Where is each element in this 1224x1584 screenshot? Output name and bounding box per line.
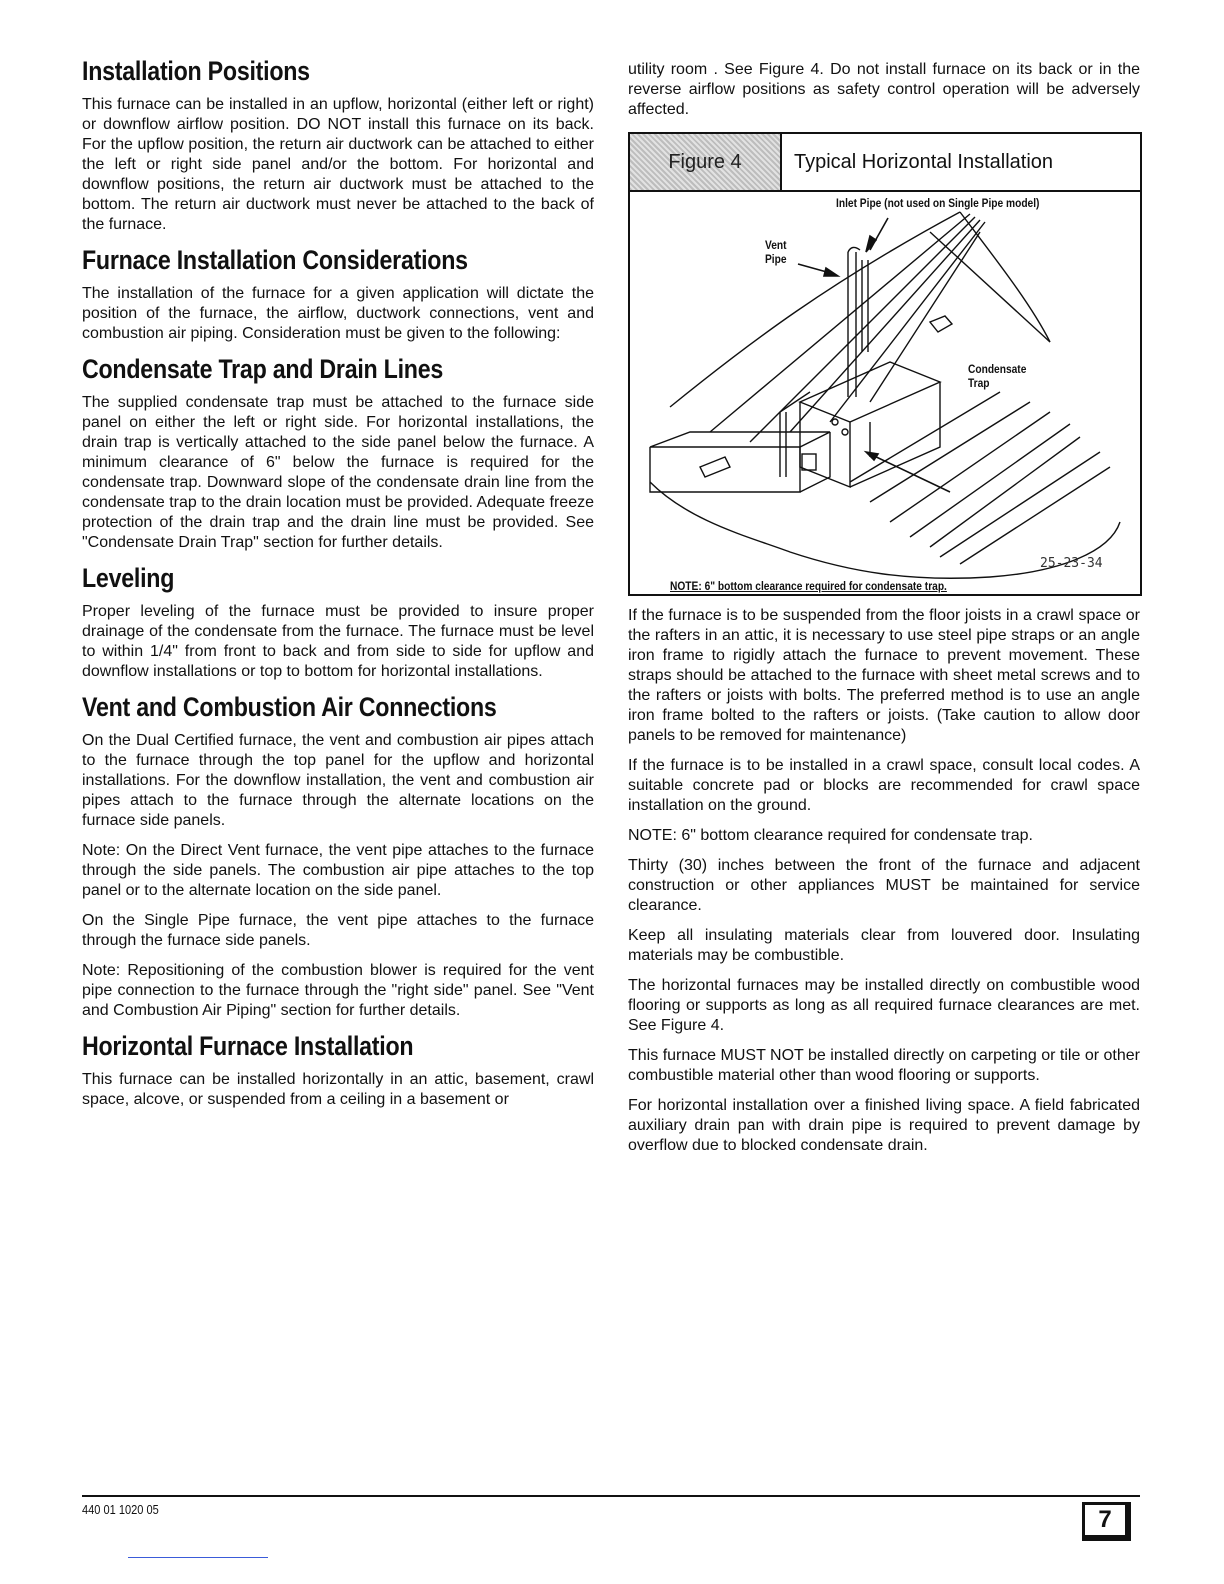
section-vent-combustion-air	[82, 692, 594, 1021]
right-paragraph: Keep all insulating materials clear from louvered door. Insulating materials may be combustible.	[628, 927, 1140, 964]
link-underline	[128, 1557, 268, 1558]
section-paragraph: The installation of the furnace for a given application will dictate the position of the furnace, the airflow, ductwork connections, vent and combustion air piping. Consideration must be given to the following:	[82, 285, 594, 342]
section-condensate-trap	[82, 354, 594, 553]
right-paragraph: If the furnace is to be suspended from the floor joists in a crawl space or the rafters in an attic, it is necessary to use steel pipe straps or an angle iron frame to rigidly attach the furnace to prevent movement. These straps should be attached to the furnace with sheet metal screws and to the rafters or joists with bolts. The preferred method is to use an angle iron frame bolted to the rafters or joists. (Take caution to allow door panels to be removed for maintenance)	[628, 607, 1140, 744]
vent-pipe-label-line2: Pipe	[765, 252, 787, 266]
section-furnace-installation-considerations	[82, 245, 594, 344]
right-paragraph: This furnace MUST NOT be installed directly on carpeting or tile or other combustible material other than wood flooring or supports.	[628, 1047, 1140, 1084]
condensate-trap-label-line1: Condensate	[968, 362, 1027, 376]
right-paragraph: Thirty (30) inches between the front of the furnace and adjacent construction or other appliances MUST be maintained for service clearance.	[628, 857, 1140, 914]
right-paragraph: If the furnace is to be installed in a crawl space, consult local codes. A suitable concrete pad or blocks are recommended for crawl space installation on the ground.	[628, 757, 1140, 814]
figure-illustration	[630, 192, 1140, 594]
furnace-installation-drawing	[630, 192, 1140, 594]
section-heading: Installation Positions	[82, 56, 310, 86]
right-paragraph: NOTE: 6" bottom clearance required for condensate trap.	[628, 827, 1033, 844]
section-installation-positions	[82, 56, 594, 235]
vent-pipe-label-line1: Vent	[765, 238, 787, 252]
section-heading: Leveling	[82, 563, 175, 593]
intro-paragraph: utility room . See Figure 4. Do not install furnace on its back or in the reverse airflow positions as safety control operation will be adversely affected.	[628, 61, 1140, 118]
inlet-pipe-label: Inlet Pipe (not used on Single Pipe model)	[836, 196, 1040, 210]
right-paragraph: For horizontal installation over a finished living space. A field fabricated auxiliary drain pan with drain pipe is required to prevent damage by overflow due to blocked condensate drain.	[628, 1097, 1140, 1154]
section-horizontal-furnace-installation	[82, 1031, 594, 1110]
figure-note: NOTE: 6" bottom clearance required for condensate trap.	[670, 579, 947, 593]
figure-4	[628, 132, 1142, 596]
footer-rule	[82, 1495, 1140, 1497]
figure-title: Typical Horizontal Installation	[794, 150, 1054, 173]
section-paragraph: The supplied condensate trap must be attached to the furnace side panel on either the left or right side. For horizontal installations, the drain trap is vertically attached to the side panel below the furnace. A minimum clearance of 6" below the furnace is required for the condensate trap. Downward slope of the condensate drain line from the condensate trap to the drain location must be provided. Adequate freeze protection of the drain trap and the drain line must be provided. See "Condensate Drain Trap" section for further details.	[82, 394, 594, 551]
figure-code: 25-23-34	[1040, 556, 1103, 571]
section-leveling	[82, 563, 594, 682]
section-paragraph: Proper leveling of the furnace must be provided to insure proper drainage of the condensate from the furnace. The furnace must be level to within 1/4" from front to back and from side to side for upflow and downflow installations or top to bottom for horizontal installations.	[82, 603, 594, 680]
section-paragraph: On the Single Pipe furnace, the vent pipe attaches to the furnace through the furnace side panels.	[82, 912, 594, 949]
page-number: 7	[1082, 1502, 1131, 1541]
left-column	[82, 56, 594, 1120]
section-heading: Condensate Trap and Drain Lines	[82, 354, 444, 384]
condensate-trap-label-line2: Trap	[968, 376, 990, 390]
right-column	[628, 60, 1140, 1166]
figure-header	[630, 134, 1140, 192]
section-paragraph: Note: Repositioning of the combustion blower is required for the vent pipe connection to the furnace through the "right side" panel. See "Vent and Combustion Air Piping" section for further details.	[82, 962, 594, 1019]
section-paragraph: This furnace can be installed horizontally in an attic, basement, crawl space, alcove, or suspended from a ceiling in a basement or	[82, 1071, 594, 1108]
right-paragraph: The horizontal furnaces may be installed directly on combustible wood flooring or supports as long as all required furnace clearances are met. See Figure 4.	[628, 977, 1140, 1034]
figure-tag: Figure 4	[630, 134, 782, 190]
section-heading: Furnace Installation Considerations	[82, 245, 468, 275]
section-paragraph: This furnace can be installed in an upflow, horizontal (either left or right) or downflow airflow position. DO NOT install this furnace on its back. For the upflow position, the return air ductwork can be attached to either the left or right side panel and/or the bottom. For horizontal and downflow positions, the return air ductwork must be attached to the bottom. The return air ductwork must never be attached to the back of the furnace.	[82, 96, 594, 233]
section-paragraph: Note: On the Direct Vent furnace, the vent pipe attaches to the furnace through the side panels. The combustion air pipe attaches to the top panel or to the alternate location on the side panel.	[82, 842, 594, 899]
section-paragraph: On the Dual Certified furnace, the vent and combustion air pipes attach to the furnace through the top panel for the upflow and horizontal installations. For the downflow installation, the vent and combustion air pipes attach to the furnace through the alternate locations on the furnace side panels.	[82, 732, 594, 829]
section-heading: Horizontal Furnace Installation	[82, 1031, 414, 1061]
document-code: 440 01 1020 05	[82, 1502, 159, 1517]
section-heading: Vent and Combustion Air Connections	[82, 692, 497, 722]
